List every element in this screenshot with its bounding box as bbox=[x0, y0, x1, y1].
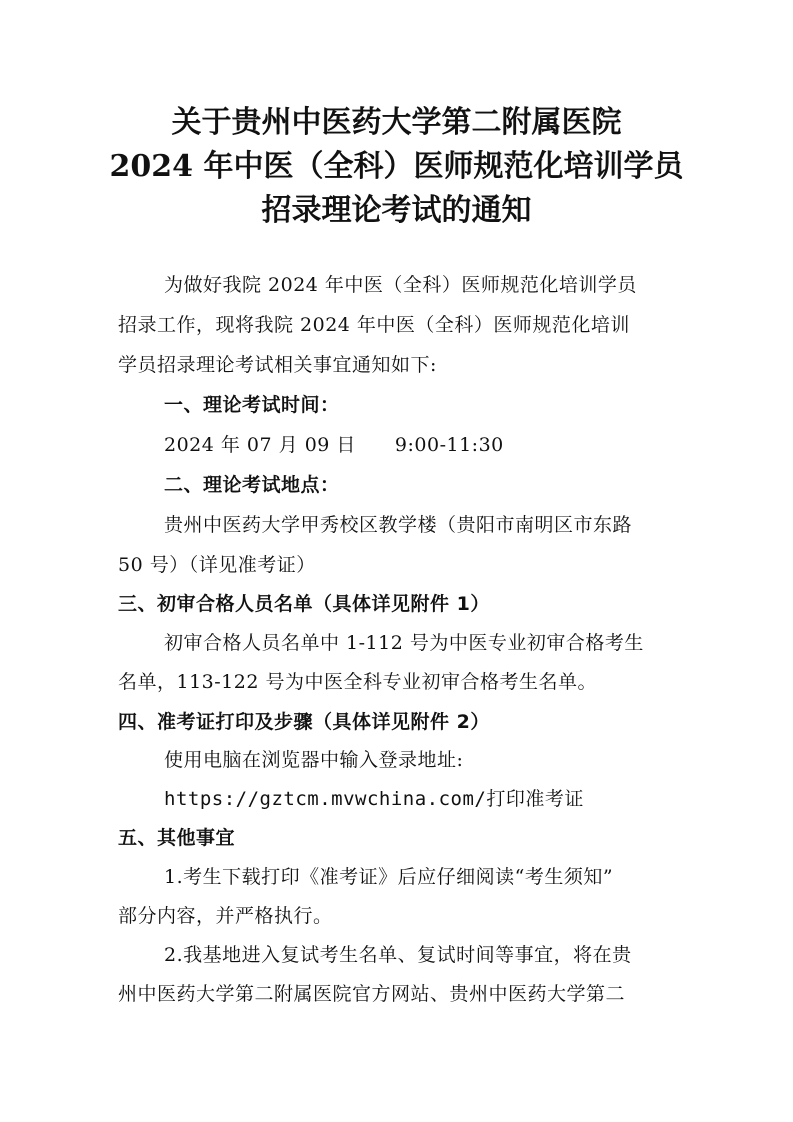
admission-ticket-line-1: 使用电脑在浏览器中输入登录地址: bbox=[164, 749, 464, 771]
qualified-list-line-1: 初审合格人员名单中 1-112 号为中医专业初审合格考生 bbox=[164, 632, 644, 654]
exam-location-line-2: 50 号）（详见准考证） bbox=[118, 554, 316, 576]
intro-line-3: 学员招录理论考试相关事宜通知如下: bbox=[118, 354, 437, 376]
section-heading-exam-time: 一、理论考试时间： bbox=[164, 394, 340, 416]
exam-location-line-1: 贵州中医药大学甲秀校区教学楼（贵阳市南明区市东路 bbox=[164, 514, 633, 536]
other-item-1-line-1: 1.考生下载打印《准考证》后应仔细阅读“考生须知” bbox=[164, 866, 614, 888]
section-heading-other: 五、其他事宜 bbox=[118, 827, 236, 849]
intro-line-2: 招录工作，现将我院 2024 年中医（全科）医师规范化培训 bbox=[118, 314, 630, 336]
exam-time-value: 2024 年 07 月 09 日 9:00-11:30 bbox=[164, 434, 504, 456]
other-item-1-line-2: 部分内容，并严格执行。 bbox=[118, 905, 333, 927]
section-heading-qualified-list: 三、初审合格人员名单（具体详见附件 1） bbox=[118, 593, 490, 615]
other-item-2-line-1: 2.我基地进入复试考生名单、复试时间等事宜，将在贵 bbox=[164, 944, 632, 966]
other-item-2-line-2: 州中医药大学第二附属医院官方网站、贵州中医药大学第二 bbox=[118, 983, 626, 1005]
section-heading-admission-ticket: 四、准考证打印及步骤（具体详见附件 2） bbox=[118, 711, 490, 733]
title-line-1: 关于贵州中医药大学第二附属医院 bbox=[171, 105, 622, 140]
admission-ticket-url[interactable]: https://gztcm.mvwchina.com/打印准考证 bbox=[164, 788, 584, 810]
qualified-list-line-2: 名单，113-122 号为中医全科专业初审合格考生名单。 bbox=[118, 671, 597, 693]
section-heading-exam-location: 二、理论考试地点： bbox=[164, 474, 340, 496]
title-line-3: 招录理论考试的通知 bbox=[261, 193, 532, 228]
intro-line-1: 为做好我院 2024 年中医（全科）医师规范化培训学员 bbox=[164, 274, 637, 296]
title-line-2: 2024 年中医（全科）医师规范化培训学员 bbox=[109, 149, 684, 184]
